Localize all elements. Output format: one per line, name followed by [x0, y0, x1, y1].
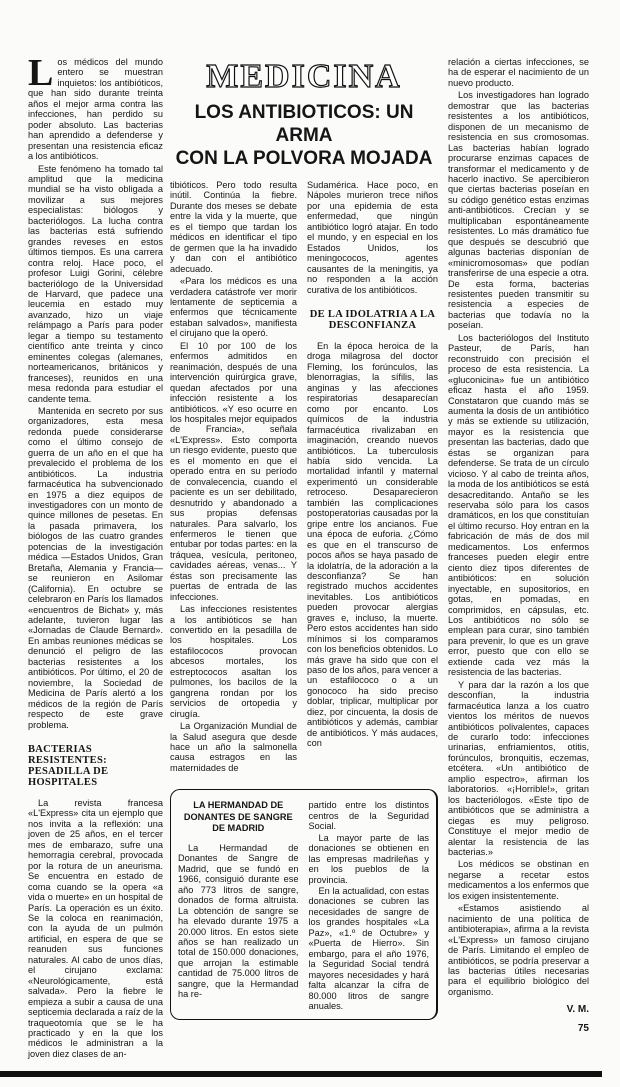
- headline-line-2: CON LA POLVORA MOJADA: [175, 148, 433, 169]
- paragraph: [28, 52, 163, 162]
- subheading: DE LA IDOLATRIA A LA DESCONFIANZA: [309, 308, 436, 331]
- middle-columns: [170, 180, 438, 775]
- page-number: 75: [577, 1022, 589, 1034]
- paragraph: La revista francesa «L'Express» cita un ejemplo que nos invita a la reflexión: una joven de 25 años, en el tercer mes de embarazo, sufre una hemorragia cerebral, provocada por la rotura de un aneurisma. Se encuentra en estado de coma cuando se la opera «a vida o muerte» en un hospital de París. La operación es un éxito. Se la coloca en reanimación, con la ayuda de un pulmón artificial, en espera de que se reanuden sus funciones naturales. Al cabo de unos días, el cirujano exclama: «Neurológicamente, está salvada». Pero la fiebre le empieza a subir a causa de una septicemia declarada a raíz de la traqueotomía que se le ha practicado y en la que los médicos le administran a la joven diez clases de an-: [28, 798, 163, 1059]
- paragraph: Mantenida en secreto por sus organizadores, esta mesa redonda puede considerarse como el último consejo de guerra de un año en el que ha prevalecido el problema de los antibióticos. La industria farmacéutica ha subvencionado en 1975 a diez equipos de investigadores con un monto de quince millones de pesetas. En la pasada primavera, los biólogos de las cuatro grandes potencias de la investigación médica —Estados Unidos, Gran Bretaña, Alemania y Francia— se reunieron en Asilomar (California). En octubre se celebraron en París los llamados «encuentros de Bichat» y, más adelante, tuvieron lugar las «Jornadas de Claude Bernard». En ambas reuniones médicas se denunció el peligro de las bacterias resistentes a los antibióticos. Por último, el 20 de noviembre, la Sociedad de Medicina de París alertó a los médicos de la región de París respecto de este grave problema.: [28, 405, 163, 730]
- paragraph: En la época heroica de la droga milagrosa del doctor Fleming, los forúnculos, las blenorragias, la sífilis, las anginas y las afecciones respiratorias desaparecían como por encanto. Los químicos de la industria farmacéutica rivalizaban en imaginación, creando nuevos antibióticos. La tuberculosis había sido vencida. La mortalidad infantil y maternal experimentó un considerable retroceso. Desaparecieron también las complicaciones postoperatorias causadas por la gripe entre los ancianos. Fue una época de euforia. ¿Cómo es que en el transcurso de pocos años se haya pasado de la idolatría, de la adoración a la desconfianza? Se han registrado muchos accidentes inevitables. Los antibióticos pueden provocar alergias graves e, incluso, la muerte. Pero estos accidentes han sido mínimos si los comparamos con los beneficios obtenidos. Lo más grave ha sido que con el paso de los años, para vencer a un estafilococo o a un gonococo ha sido preciso doblar, triplicar, multiplicar por diez, por cincuenta, la dosis de antibióticos y además, cambiar de antibióticos. Y más audaces, con: [307, 340, 438, 749]
- paragraph: En la actualidad, con estas donaciones se cubren las necesidades de sangre de los grandes hospitales «La Paz», «1.º de Octubre» y «Puerta de Hierro». Sin embargo, para el año 1976, la Seguridad Social tendrá mayores necesidades y hará falta alcanzar la cifra de 80.000 litros de sangre anuales.: [308, 886, 429, 1011]
- paragraph: Este fenómeno ha tomado tal amplitud que la medicina mundial se ha visto obligada a movilizar a sus mejores especialistas: biólogos y bacteriólogos. La lucha contra las bacterias está sufriendo grandes reveses en estos últimos tiempos. Es una carrera contra reloj. Hace poco, el profesor Luigi Gorini, célebre bacteriólogo de la Universidad de Harvard, que padece una leucemia en estado muy avanzado, hizo un viaje relámpago a París para poder legar a tiempo su testamento científico ante treinta y cinco eminentes colegas (alemanes, norteamericanos, británicos y franceses), reunidos en una mesa redonda para estudiar el candente tema.: [28, 163, 163, 404]
- bottom-rule: [0, 1071, 602, 1077]
- author-signature: V. M.: [566, 1004, 589, 1016]
- paragraph: Y para dar la razón a los que desconfían, la industria farmacéutica lanza a los cuatro vientos los méritos de nuevos antibióticos polivalentes, capaces de curarlo todo: infecciones urinarias, enfriamientos, otitis, forúnculos, bronquitis, eczemas, etcétera. «Un antibiótico de amplio espectro», afirman los laboratorios. «¡Horrible!», gritan los bacteriólogos. «Este tipo de antibióticos que se administra a ciegas es muy peligroso. Constituye el mejor medio de alentar la resistencia de las bacterias.»: [448, 679, 589, 857]
- subheading: BACTERIAS RESISTENTES: PESADILLA DE HOSPITALES: [28, 744, 109, 788]
- headline-line-1: LOS ANTIBIOTICOS: UN ARMA: [194, 102, 414, 146]
- box-title: LA HERMANDAD DE DONANTES DE SANGRE DE MADRID: [183, 800, 293, 834]
- headline: [170, 101, 438, 170]
- middle-area: [170, 57, 438, 1020]
- paragraph: Las infecciones resistentes a los antibióticos se han convertido en la pesadilla de los hospitales. Los estafilococos provocan abcesos mortales, los estreptococos asaltan los pulmones, los bacilos de la gangrena rondan por los servicios de ortopedia y cirugía.: [170, 604, 297, 719]
- column-2: [170, 180, 297, 775]
- paragraph: El 10 por 100 de los enfermos admitidos en reanimación, después de una intervención quirúrgica grave, quedan afectados por una infección resistente a los antibióticos. «Y eso ocurre en los hospitales mejor equipados de Francia», señala «L'Express». Esto comporta un riesgo evidente, puesto que es el momento en que el operado entra en su período de convalecencia, cuando el paciente es un ser debilitado, desnutrido y abandonado a sus propias defensas naturales. Para salvarlo, los enfermeros le tienen que entubar por todas partes: en la tráquea, vesícula, peritoneo, cavidades aéreas, venas... Y éstas son precisamente las puertas de entrada de las infecciones.: [170, 340, 297, 602]
- sidebar-box: [170, 789, 438, 1020]
- paragraph: partido entre los distintos centros de la Seguridad Social.: [308, 800, 429, 832]
- paragraph: «Estamos asistiendo al nacimiento de una política de antibioterapia», afirma a la revista «L'Express» un famoso cirujano de París. Limitando el empleo de antibióticos, se podría preservar a las bacterias útiles necesarias para el equilibrio biológico del organismo.: [448, 903, 589, 997]
- section-title: MEDICINA: [206, 58, 402, 95]
- column-4: [448, 57, 589, 1034]
- column-1: [28, 52, 163, 1061]
- paragraph: Los bacteriólogos del Instituto Pasteur, de París, han reconstruido con precisión el proceso de esta resistencia. La «gluconicina» fue un antibiótico eficaz hasta el año 1959. Constataron que cuando más se aumenta la dosis de un antibiótico y más se extiende su utilización, mayor es la resistencia que presentan las bacterias, dado que éstas se organizan para defenderse. Se trata de un círculo vicioso. Y al cabo de treinta años, la moda de los antibióticos se está desacreditando. Antaño se les reservaba sólo para los casos dramáticos, en los que constituían el último recurso. Hoy entran en la fabricación de más de dos mil medicamentos. Los enfermos franceses pueden elegir entre ciento diez tipos diferentes de antibióticos: en solución inyectable, en supositorios, en gotas, en pomadas, en comprimidos, en cápsulas, etc. Los antibióticos no sólo se emplean para curar, sino también para prevenir, lo que es un grave error, puesto que con ello se extiende cada vez más la resistencia de las bacterias.: [448, 332, 589, 678]
- paragraph: La Organización Mundial de la Salud asegura que desde hace un año la salmonella causa estragos en las maternidades de: [170, 721, 297, 773]
- paragraph: relación a ciertas infecciones, se ha de esperar el nacimiento de un nuevo producto.: [448, 57, 589, 88]
- drop-cap: L: [28, 52, 54, 94]
- paragraph: «Para los médicos es una verdadera catástrofe ver morir lentamente de septicemia a enfermos que técnicamente estaban salvados», manifiesta el cirujano que la operó.: [170, 276, 297, 339]
- paragraph: Sudamérica. Hace poco, en Nápoles murieron trece niños por una epidemia de esta enfermedad, que ningún antibiótico logró atajar. En todo el mundo, y en especial en los Estados Unidos, los meningococos, agentes causantes de la meningitis, ya no responden a la acción curativa de los antibióticos.: [307, 180, 438, 295]
- paragraph: Los médicos se obstinan en negarse a recetar estos medicamentos a los enfermos que los exigen insistentemente.: [448, 859, 589, 901]
- paragraph: La Hermandad de Donantes de Sangre de Madrid, que se fundó en 1966, consiguió durante ese año 773 litros de sangre, donados de forma altruista. La obtención de sangre se ha elevado durante 1975 a 20.000 litros. En estos siete años se han realizado un total de 150.000 donaciones, que arrojan la estimable cantidad de 75.000 litros de sangre, que la Hermandad ha re-: [178, 842, 299, 1000]
- paragraph: La mayor parte de las donaciones se obtienen en las empresas madrileñas y en los pueblos de la provincia.: [308, 832, 429, 885]
- paragraph: Los investigadores han logrado demostrar que las bacterias resistentes a los antibióticos, disponen de un mecanismo de resistencia en sus cromosomas. Las bacterias habían logrado procurarse enzimas capaces de transformar el medicamento y de hacerlo inactivo. Se apercibieron que ciertas bacterias poseían en su código genético estas enzimas anti-antibióticos. Crecían y se multiplicaban espontáneamente resistentes. Lo más dramático fue que después se descubrió que algunas bacterias disponían de «minicromosomas» que podían transferirse de una especie a otra. De esta forma, bacterias resistentes pueden transmitir su resistencia a especies de bacterias que todavía no la poseían.: [448, 90, 589, 331]
- paragraph: tibióticos. Pero todo resulta inútil. Continúa la fiebre. Durante dos meses se debate entre la vida y la muerte, que es el tiempo que tardan los médicos en identificar el tipo de germen que la ha invadido y dan con el antibiótico adecuado.: [170, 180, 297, 274]
- paragraph-text: os médicos del mundo entero se muestran inquietos: los antibióticos, que han sido durante treinta años el mejor arma contra las infecciones, han perdido su poder absoluto. Las bacterias han aprendido a defenderse y presentan una resistencia eficaz a los antibióticos.: [28, 57, 163, 162]
- column-3: [307, 180, 438, 751]
